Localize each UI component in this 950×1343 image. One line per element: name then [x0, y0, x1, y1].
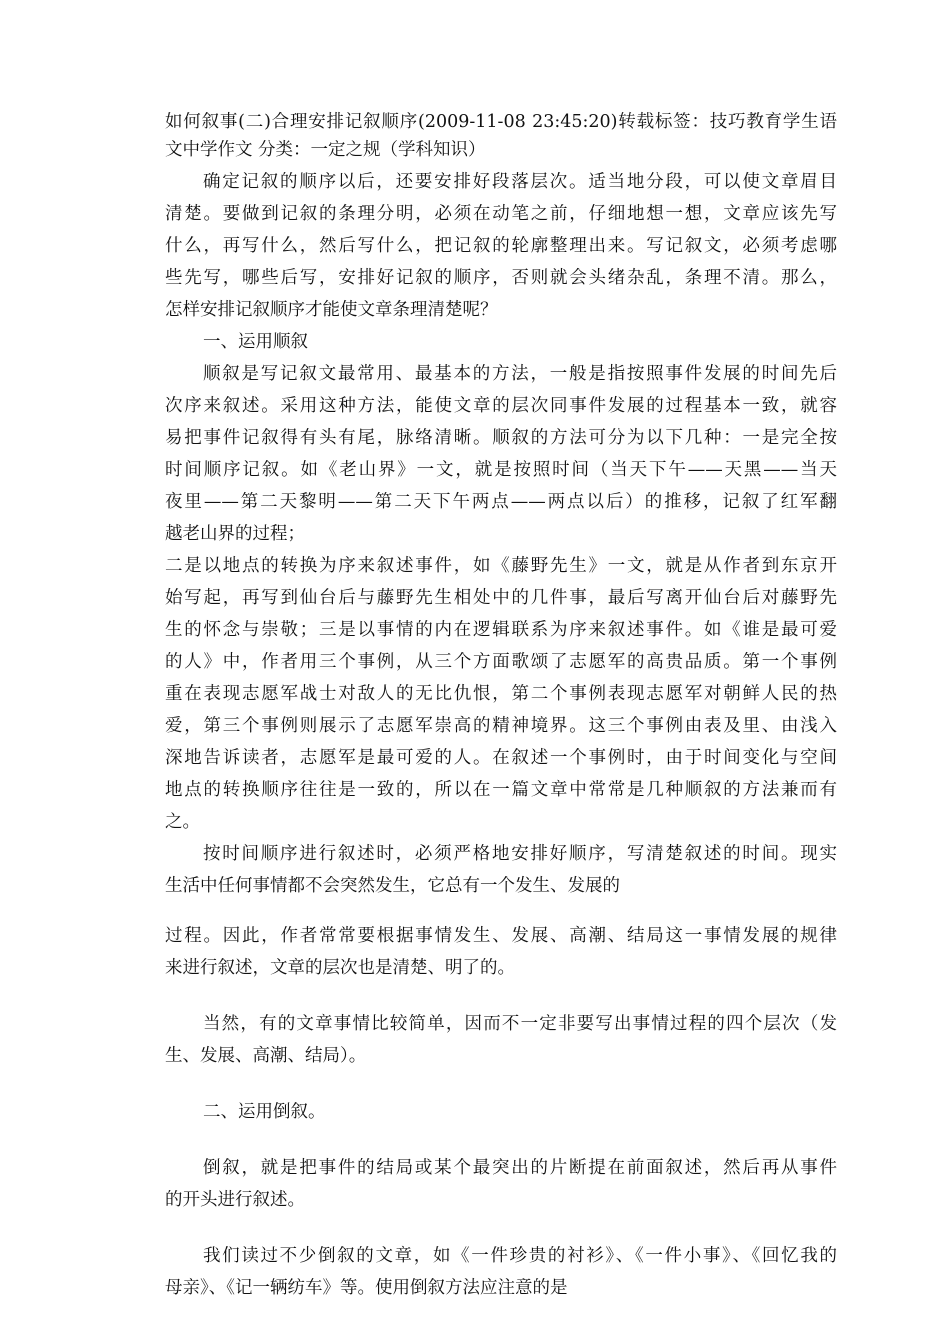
text-line: 生活中任何事情都不会突然发生，它总有一个发生、发展的 — [165, 876, 620, 896]
text-line: 些先写，哪些后写，安排好记叙的顺序，否则就会头绪杂乱，条理不清。那么， — [165, 268, 837, 288]
text-line: 我们读过不少倒叙的文章，如《一件珍贵的衬衫》、《一件小事》、《回忆我的 — [203, 1246, 837, 1266]
text-line: 时间顺序记叙。如《老山界》一文，就是按照时间（当天下午——天黑——当天 — [165, 460, 837, 480]
text-line: 始写起，再写到仙台后与藤野先生相处中的几件事，最后写离开仙台后对藤野先 — [165, 588, 837, 608]
text-line: 爱，第三个事例则展示了志愿军崇高的精神境界。这三个事例由表及里、由浅入 — [165, 716, 837, 736]
text-line: 易把事件记叙得有头有尾，脉络清晰。顺叙的方法可分为以下几种：一是完全按 — [165, 428, 837, 448]
text-line: 次序来叙述。采用这种方法，能使文章的层次同事件发展的过程基本一致，就容 — [165, 396, 837, 416]
text-line: 二是以地点的转换为序来叙述事件，如《藤野先生》一文，就是从作者到东京开 — [165, 556, 837, 576]
text-line: 顺叙是写记叙文最常用、最基本的方法，一般是指按照事件发展的时间先后 — [203, 364, 837, 384]
text-line: 如何叙事(二)合理安排记叙顺序(2009-11-08 23:45:20)转载标签：技巧教育学生语 — [165, 112, 837, 132]
text-line: 母亲》、《记一辆纺车》等。使用倒叙方法应注意的是 — [165, 1278, 568, 1298]
text-line: 的人》中，作者用三个事例，从三个方面歌颂了志愿军的高贵品质。第一个事例 — [165, 652, 837, 672]
text-line: 怎样安排记叙顺序才能使文章条理清楚呢？ — [165, 300, 498, 320]
text-line: 一、运用顺叙 — [203, 332, 308, 352]
text-line: 二、运用倒叙。 — [203, 1102, 326, 1122]
text-line: 夜里——第二天黎明——第二天下午两点——两点以后）的推移，记叙了红军翻 — [165, 492, 837, 512]
text-line: 越老山界的过程； — [165, 524, 305, 544]
text-line: 生、发展、高潮、结局）。 — [165, 1046, 367, 1066]
text-line: 来进行叙述，文章的层次也是清楚、明了的。 — [165, 958, 515, 978]
text-line: 的开头进行叙述。 — [165, 1190, 305, 1210]
text-line: 文中学作文 分类：一定之规（学科知识） — [165, 140, 486, 160]
text-line: 确定记叙的顺序以后，还要安排好段落层次。适当地分段，可以使文章眉目 — [203, 172, 837, 192]
text-line: 深地告诉读者，志愿军是最可爱的人。在叙述一个事例时，由于时间变化与空间 — [165, 748, 837, 768]
text-line: 过程。因此，作者常常要根据事情发生、发展、高潮、结局这一事情发展的规律 — [165, 926, 837, 946]
text-line: 按时间顺序进行叙述时，必须严格地安排好顺序，写清楚叙述的时间。现实 — [203, 844, 837, 864]
text-line: 当然，有的文章事情比较简单，因而不一定非要写出事情过程的四个层次（发 — [203, 1014, 837, 1034]
text-line: 什么，再写什么，然后写什么，把记叙的轮廓整理出来。写记叙文，必须考虑哪 — [165, 236, 837, 256]
text-line: 之。 — [165, 812, 200, 832]
text-line: 倒叙，就是把事件的结局或某个最突出的片断提在前面叙述，然后再从事件 — [203, 1158, 837, 1178]
text-line: 清楚。要做到记叙的条理分明，必须在动笔之前，仔细地想一想，文章应该先写 — [165, 204, 837, 224]
text-line: 重在表现志愿军战士对敌人的无比仇恨，第二个事例表现志愿军对朝鲜人民的热 — [165, 684, 837, 704]
text-line: 地点的转换顺序往往是一致的，所以在一篇文章中常常是几种顺叙的方法兼而有 — [165, 780, 837, 800]
text-line: 生的怀念与崇敬；三是以事情的内在逻辑联系为序来叙述事件。如《谁是最可爱 — [165, 620, 837, 640]
